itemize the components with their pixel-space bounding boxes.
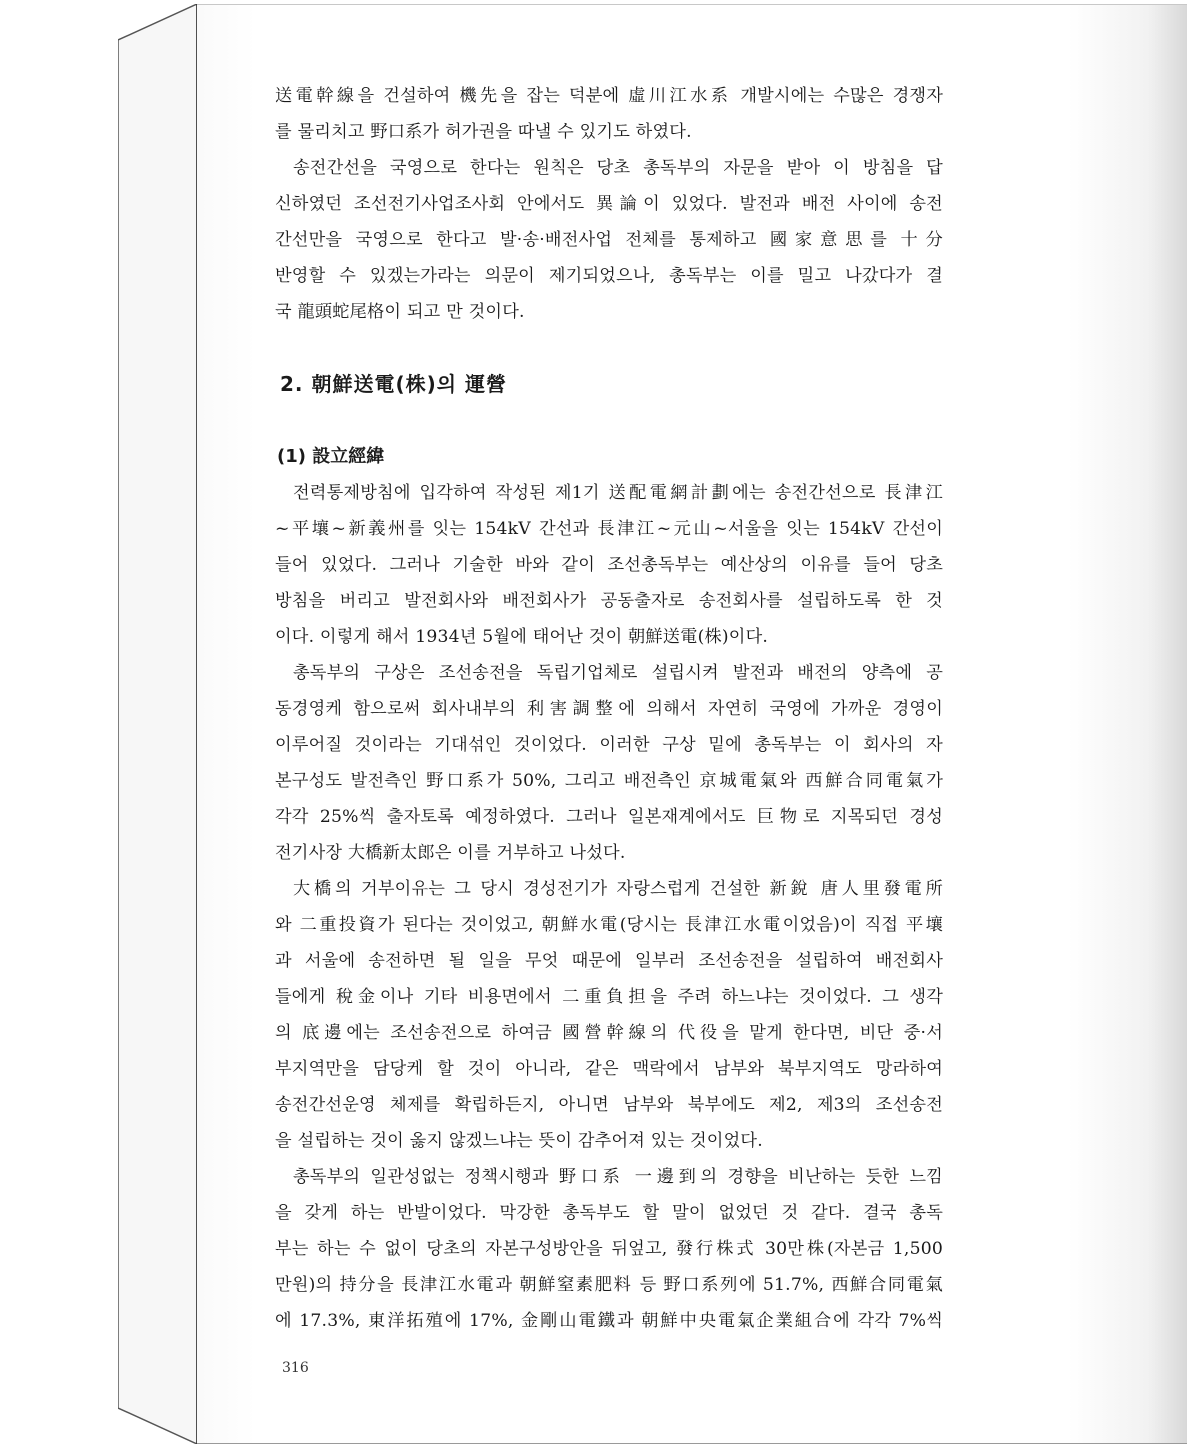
text-line: 본구성도 발전측인 野口系가 50%, 그리고 배전측인 京城電氣와 西鮮合同電氣가 bbox=[275, 771, 943, 791]
text-line: 송전간선운영 체제를 확립하든지, 아니면 남부와 북부에도 제2, 제3의 조선송전 bbox=[275, 1095, 943, 1115]
text-line: 의 底邊에는 조선송전으로 하여금 國營幹線의 代役을 맡게 한다면, 비단 중·서 bbox=[275, 1023, 943, 1043]
text-line: 신하였던 조선전기사업조사회 안에서도 異論이 있었다. 발전과 배전 사이에 송전 bbox=[275, 194, 943, 214]
text-line: 大橋의 거부이유는 그 당시 경성전기가 자랑스럽게 건설한 新銳 唐人里發電所 bbox=[293, 879, 943, 899]
text-line: 과 서울에 송전하면 될 일을 무엇 때문에 일부러 조선송전을 설립하여 배전회사 bbox=[275, 951, 943, 971]
text-line: 전력통제방침에 입각하여 작성된 제1기 送配電網計劃에는 송전간선으로 長津江 bbox=[293, 483, 943, 503]
text-line: 총독부의 일관성없는 정책시행과 野口系 一邊到의 경향을 비난하는 듯한 느낌 bbox=[293, 1167, 943, 1187]
text-line: 을 설립하는 것이 옳지 않겠느냐는 뜻이 감추어져 있는 것이었다. bbox=[275, 1131, 763, 1151]
text-line: 만원)의 持分을 長津江水電과 朝鮮窒素肥料 등 野口系列에 51.7%, 西鮮合同電氣 bbox=[275, 1275, 943, 1295]
text-line: 부는 하는 수 없이 당초의 자본구성방안을 뒤엎고, 發行株式 30만株(자본금 1,500 bbox=[275, 1239, 943, 1259]
intro-text-block bbox=[275, 78, 943, 330]
text-line: 방침을 버리고 발전회사와 배전회사가 공동출자로 송전회사를 설립하도록 한 것 bbox=[275, 591, 943, 611]
body-paragraph-4 bbox=[275, 1159, 943, 1339]
page-number: 316 bbox=[282, 1360, 309, 1376]
intro-paragraph-1 bbox=[275, 78, 943, 150]
text-line: 간선만을 국영으로 한다고 발·송·배전사업 전체를 통제하고 國家意思를 十分 bbox=[275, 230, 943, 250]
body-paragraph-2 bbox=[275, 655, 943, 871]
text-line: 送電幹線을 건설하여 機先을 잡는 덕분에 虛川江水系 개발시에는 수많은 경쟁자 bbox=[275, 86, 943, 106]
text-line: 송전간선을 국영으로 한다는 원칙은 당초 총독부의 자문을 받아 이 방침을 답 bbox=[293, 158, 943, 178]
book-spine-edge bbox=[118, 4, 198, 1444]
text-line: 총독부의 구상은 조선송전을 독립기업체로 설립시켜 발전과 배전의 양측에 공 bbox=[293, 663, 943, 683]
text-line: 들에게 稅金이나 기타 비용면에서 二重負担을 주려 하느냐는 것이었다. 그 생각 bbox=[275, 987, 943, 1007]
text-line: 이루어질 것이라는 기대섞인 것이었다. 이러한 구상 밑에 총독부는 이 회사의 자 bbox=[275, 735, 943, 755]
text-line: 이다. 이렇게 해서 1934년 5월에 태어난 것이 朝鮮送電(株)이다. bbox=[275, 627, 769, 647]
text-line: 반영할 수 있겠는가라는 의문이 제기되었으나, 총독부는 이를 밀고 나갔다가 결 bbox=[275, 266, 943, 286]
text-line: 각각 25%씩 출자토록 예정하였다. 그러나 일본재계에서도 巨物로 지목되던 경성 bbox=[275, 807, 943, 827]
text-line: 들어 있었다. 그러나 기술한 바와 같이 조선총독부는 예산상의 이유를 들어 당초 bbox=[275, 555, 944, 575]
intro-paragraph-2 bbox=[275, 150, 943, 330]
text-line: 동경영케 함으로써 회사내부의 利害調整에 의해서 자연히 국영에 가까운 경영이 bbox=[275, 699, 943, 719]
text-line: 와 二重投資가 된다는 것이었고, 朝鮮水電(당시는 長津江水電이었음)이 직접 平壤 bbox=[275, 915, 943, 935]
text-line: 전기사장 大橋新太郎은 이를 거부하고 나섰다. bbox=[275, 843, 626, 863]
body-paragraph-1 bbox=[275, 475, 943, 655]
subsection-heading: (1) 設立經緯 bbox=[277, 446, 385, 467]
body-text-block bbox=[275, 475, 943, 1339]
text-line: 를 물리치고 野口系가 허가권을 따낼 수 있기도 하였다. bbox=[275, 122, 692, 142]
body-paragraph-3 bbox=[275, 871, 943, 1159]
text-line: ~平壤~新義州를 잇는 154kV 간선과 長津江~元山~서울을 잇는 154kV 간선이 bbox=[275, 519, 943, 539]
text-line: 부지역만을 담당케 할 것이 아니라, 같은 맥락에서 남부와 북부지역도 망라하여 bbox=[275, 1059, 943, 1079]
text-line: 에 17.3%, 東洋拓殖에 17%, 金剛山電鐵과 朝鮮中央電氣企業組合에 각각 7%씩 bbox=[275, 1311, 943, 1331]
text-line: 을 갖게 하는 반발이었다. 막강한 총독부도 할 말이 없었던 것 같다. 결국 총독 bbox=[275, 1203, 943, 1223]
section-heading: 2. 朝鮮送電(株)의 運營 bbox=[280, 372, 508, 396]
text-line: 국 龍頭蛇尾格이 되고 만 것이다. bbox=[275, 302, 525, 322]
